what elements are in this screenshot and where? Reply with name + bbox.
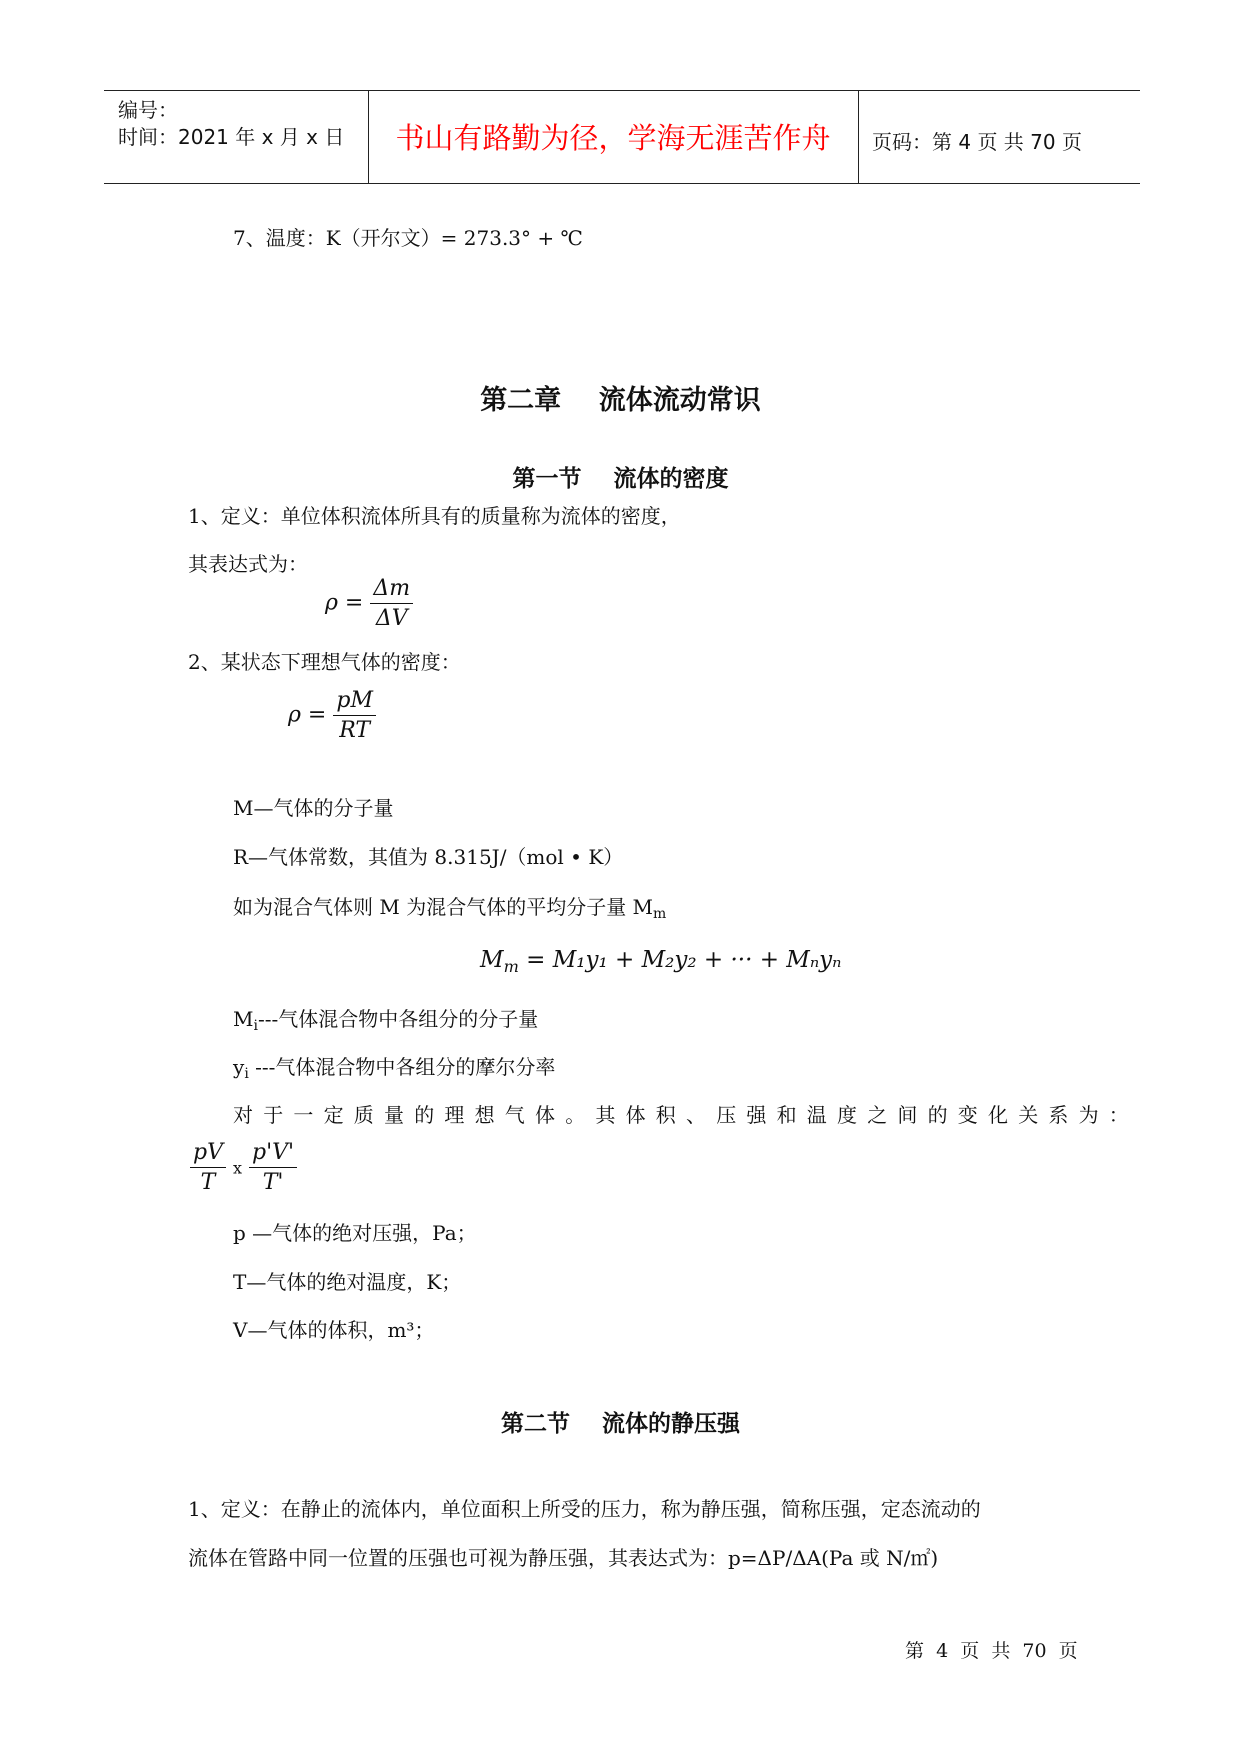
- component-mw-desc: [233, 1007, 538, 1035]
- gas-law-left-denominator: T: [200, 1170, 216, 1195]
- header-motto: 书山有路勤为径，学海无涯苦作舟: [395, 121, 831, 155]
- ideal-gas-denominator: RT: [339, 718, 371, 743]
- mole-fraction-text: ---气体混合物中各组分的摩尔分率: [248, 1055, 556, 1079]
- section1-title: 第一节 流体的密度: [512, 466, 729, 492]
- mixture-desc-text: 如为混合气体则 M 为混合气体的平均分子量 M: [233, 895, 654, 919]
- mole-fraction-subscript: i: [244, 1066, 249, 1083]
- pressure-desc: p —气体的绝对压强，Pa；: [233, 1221, 477, 1245]
- gas-law-right-fraction: [249, 1140, 297, 1195]
- mixture-desc-subscript: m: [653, 906, 667, 923]
- gas-constant-desc: R—气体常数，其值为 8.315J/（mol • K）: [233, 845, 624, 869]
- gas-law-left-numerator: pV: [190, 1140, 226, 1168]
- component-mw-text: ---气体混合物中各组分的分子量: [257, 1007, 539, 1031]
- mixture-formula-lhs-subscript: m: [503, 956, 519, 976]
- gas-law-left-fraction: [190, 1140, 226, 1195]
- mixture-formula-rhs: = M₁y₁ + M₂y₂ + ··· + Mₙyₙ: [518, 947, 842, 973]
- section2-definition-line1: 1、定义：在静止的流体内，单位面积上所受的压力，称为静压强，简称压强，定态流动的: [188, 1497, 981, 1521]
- component-mw-symbol: M: [233, 1007, 254, 1031]
- density-formula: [325, 576, 413, 631]
- density-numerator: Δm: [370, 576, 413, 604]
- header-time-label: 时间：2021 年 x 月 x 日: [118, 125, 345, 149]
- temperature-desc: T—气体的绝对温度，K；: [233, 1270, 462, 1294]
- mixture-formula: [480, 947, 842, 976]
- ideal-gas-fraction: [333, 688, 376, 743]
- gas-law-operator: ⅹ: [232, 1158, 243, 1178]
- mixture-desc: [233, 895, 666, 923]
- header-divider-right: [858, 90, 859, 183]
- mole-fraction-desc: [233, 1055, 555, 1083]
- mole-fraction-symbol: y: [233, 1055, 245, 1079]
- density-fraction: [370, 576, 413, 631]
- density-denominator: ΔV: [375, 606, 408, 631]
- molecular-weight-desc: M—气体的分子量: [233, 796, 394, 820]
- header-top-rule: [104, 90, 1140, 91]
- page-footer: 第 4 页 共 70 页: [905, 1640, 1078, 1662]
- density-formula-lhs: ρ =: [325, 590, 364, 616]
- ideal-gas-density-label: 2、某状态下理想气体的密度：: [188, 650, 461, 674]
- ideal-gas-formula-lhs: ρ =: [288, 702, 327, 728]
- header-bottom-rule: [104, 183, 1140, 184]
- section1-expression-label: 其表达式为：: [188, 552, 308, 576]
- header-page-label: 页码：第 4 页 共 70 页: [872, 130, 1082, 154]
- temperature-line: 7、温度：K（开尔文）= 273.3° + ℃: [233, 226, 583, 250]
- section1-definition: 1、定义：单位体积流体所具有的质量称为流体的密度，: [188, 504, 681, 528]
- volume-desc: V—气体的体积，m³；: [233, 1318, 435, 1342]
- chapter-title: 第二章 流体流动常识: [480, 385, 761, 416]
- ideal-gas-numerator: pM: [333, 688, 376, 716]
- gas-law-right-denominator: T': [262, 1170, 284, 1195]
- component-mw-subscript: i: [253, 1018, 258, 1035]
- gas-law-right-numerator: p'V': [249, 1140, 297, 1168]
- ideal-gas-density-formula: [288, 688, 376, 743]
- section2-title: 第二节 流体的静压强: [500, 1411, 741, 1437]
- section2-definition-line2: 流体在管路中同一位置的压强也可视为静压强，其表达式为：p=ΔP/ΔA(Pa 或 N/㎡): [188, 1546, 939, 1570]
- header-number-label: 编号：: [118, 98, 178, 122]
- gas-relation-text: 对于一定质量的理想气体。其体积、压强和温度之间的变化关系为：: [233, 1103, 1139, 1127]
- gas-law-formula: [190, 1140, 297, 1195]
- mixture-formula-lhs: M: [480, 947, 504, 973]
